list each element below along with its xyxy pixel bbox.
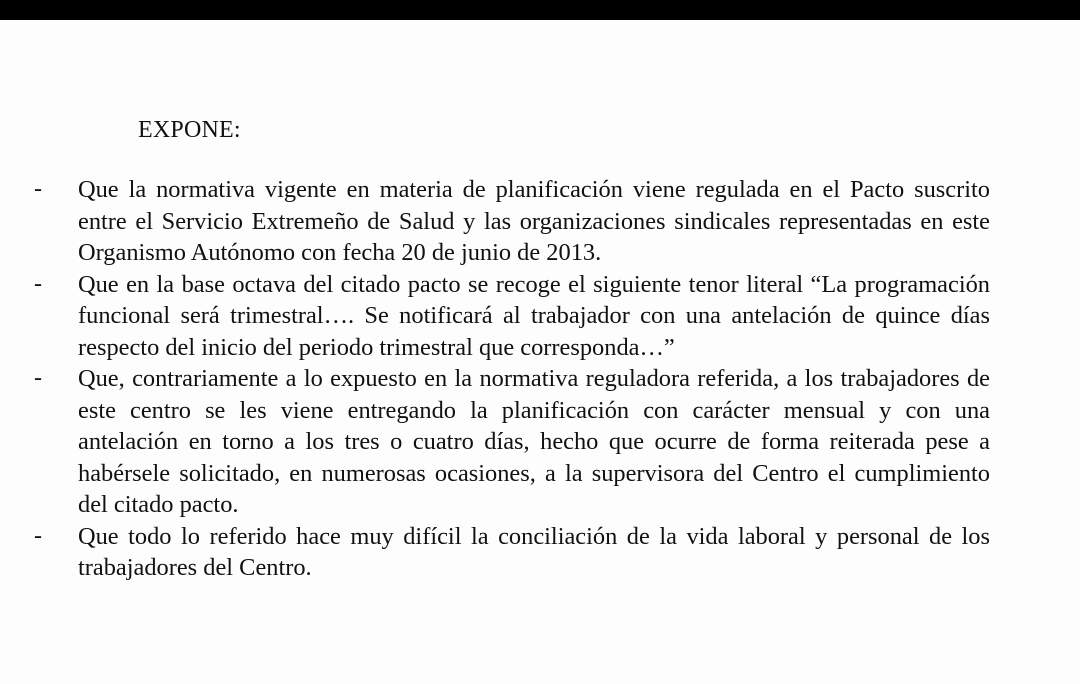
list-item-text: Que la normativa vigente en materia de planificación viene regulada en el Pacto suscrito entre el Servicio Extremeño de Salud y las organizaciones sindicales representadas en este Organismo Autónomo con fecha 20 de junio de 2013. xyxy=(78,176,990,266)
list-item-text: Que todo lo referido hace muy difícil la conciliación de la vida laboral y personal de los trabajadores del Centro. xyxy=(78,522,990,581)
list-item xyxy=(30,521,990,584)
section-heading: EXPONE: xyxy=(138,117,241,143)
list-bullet: - xyxy=(34,176,42,202)
top-black-bar xyxy=(0,0,1080,20)
statement-list xyxy=(30,174,990,584)
list-bullet: - xyxy=(34,522,42,549)
list-item xyxy=(30,363,990,521)
list-item xyxy=(30,269,990,364)
list-bullet: - xyxy=(34,365,42,391)
list-bullet: - xyxy=(34,270,42,297)
list-item-text: Que, contrariamente a lo expuesto en la normativa reguladora referida, a los trabajadores de este centro se les viene entregando la planificación con carácter mensual y con una antelación en torno a los tres o cuatro días, hecho que ocurre de forma reiterada pese a habérsele solicitado, en numerosas ocasiones, a la supervisora del Centro el cumplimiento del citado pacto. xyxy=(78,365,990,518)
list-item xyxy=(30,174,990,269)
list-item-text: Que en la base octava del citado pacto se recoge el siguiente tenor literal “La programación funcional será trimestral…. Se notificará al trabajador con una antelación de quince días respecto del inicio del periodo trimestral que corresponda…” xyxy=(78,270,990,361)
